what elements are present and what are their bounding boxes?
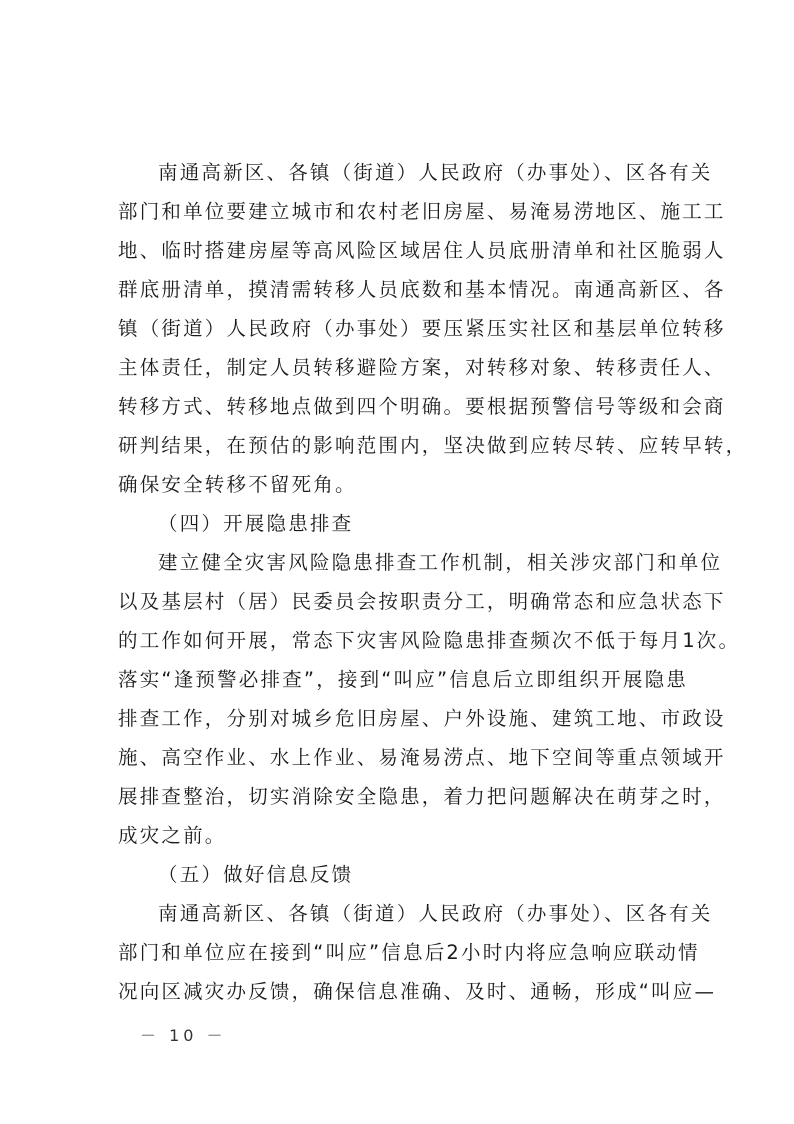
section-heading-4: （四）开展隐患排查 <box>158 512 354 535</box>
page-number: － 10 － <box>140 1026 227 1045</box>
paragraph-1-line-8: 研判结果，在预估的影响范围内，坚决做到应转尽转、应转早转， <box>118 434 748 457</box>
paragraph-3-line-1: 南通高新区、各镇（街道）人民政府（办事处）、区各有关 <box>158 902 713 925</box>
paragraph-2-line-7: 展排查整治，切实消除安全隐患，着力把问题解决在萌芽之时， <box>118 785 726 808</box>
paragraph-3-line-3: 况向区减灾办反馈，确保信息准确、及时、通畅，形成“叫应— <box>118 980 717 1003</box>
paragraph-2-line-3: 的工作如何开展，常态下灾害风险隐患排查频次不低于每月1次。 <box>118 629 741 652</box>
paragraph-1-line-9: 确保安全转移不留死角。 <box>118 473 357 496</box>
paragraph-1-line-3: 地、临时搭建房屋等高风险区域居住人员底册清单和社区脆弱人 <box>118 239 726 262</box>
paragraph-1-line-7: 转移方式、转移地点做到四个明确。要根据预警信号等级和会商 <box>118 395 726 418</box>
paragraph-1-line-5: 镇（街道）人民政府（办事处）要压紧压实社区和基层单位转移 <box>118 317 726 340</box>
paragraph-2-line-5: 排查工作，分别对城乡危旧房屋、户外设施、建筑工地、市政设 <box>118 707 726 730</box>
paragraph-2-line-1: 建立健全灾害风险隐患排查工作机制，相关涉灾部门和单位 <box>158 551 723 574</box>
paragraph-2-line-2: 以及基层村（居）民委员会按职责分工，明确常态和应急状态下 <box>118 590 726 613</box>
paragraph-2-line-6: 施、高空作业、水上作业、易淹易涝点、地下空间等重点领域开 <box>118 746 726 769</box>
paragraph-3-line-2: 部门和单位应在接到“叫应”信息后2小时内将应急响应联动情 <box>118 941 700 964</box>
paragraph-1-line-1: 南通高新区、各镇（街道）人民政府（办事处）、区各有关 <box>158 161 713 184</box>
paragraph-1-line-4: 群底册清单，摸清需转移人员底数和基本情况。南通高新区、各 <box>118 278 726 301</box>
paragraph-1-line-6: 主体责任，制定人员转移避险方案，对转移对象、转移责任人、 <box>118 356 726 379</box>
section-heading-5: （五）做好信息反馈 <box>158 863 354 886</box>
paragraph-1-line-2: 部门和单位要建立城市和农村老旧房屋、易淹易涝地区、施工工 <box>118 200 726 223</box>
paragraph-2-line-8: 成灾之前。 <box>118 824 227 847</box>
paragraph-2-line-4: 落实“逢预警必排查”，接到“叫应”信息后立即组织开展隐患 <box>118 668 689 691</box>
